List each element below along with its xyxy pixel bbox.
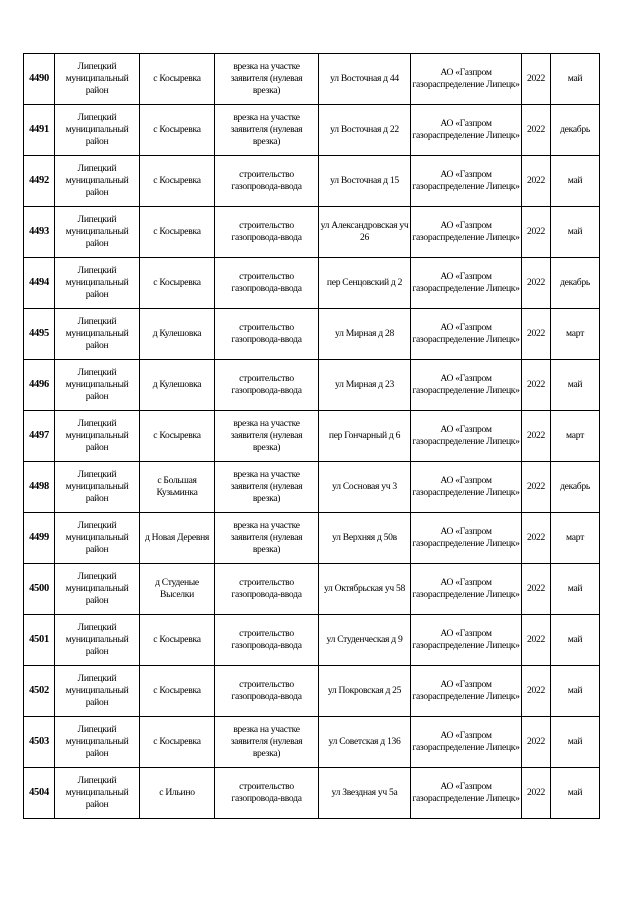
- month-cell: декабрь: [551, 105, 600, 156]
- table-row: [24, 666, 600, 717]
- settlement-cell: д Студеные Выселки: [140, 564, 215, 615]
- work-type-cell: строительство газопровода-ввода: [215, 360, 319, 411]
- organization-cell: АО «Газпром газораспределение Липецк»: [411, 411, 522, 462]
- address-cell: ул Октябрьская уч 58: [319, 564, 411, 615]
- district-cell: Липецкий муниципальный район: [55, 768, 140, 819]
- month-cell: март: [551, 309, 600, 360]
- district-cell: Липецкий муниципальный район: [55, 54, 140, 105]
- district-cell: Липецкий муниципальный район: [55, 513, 140, 564]
- year-cell: 2022: [522, 768, 551, 819]
- address-cell: ул Восточная д 44: [319, 54, 411, 105]
- organization-cell: АО «Газпром газораспределение Липецк»: [411, 462, 522, 513]
- year-cell: 2022: [522, 105, 551, 156]
- district-cell: Липецкий муниципальный район: [55, 717, 140, 768]
- district-cell: Липецкий муниципальный район: [55, 462, 140, 513]
- year-cell: 2022: [522, 666, 551, 717]
- work-type-cell: строительство газопровода-ввода: [215, 615, 319, 666]
- row-number: 4490: [24, 54, 55, 105]
- month-cell: март: [551, 513, 600, 564]
- work-type-cell: врезка на участке заявителя (нулевая врезка): [215, 717, 319, 768]
- work-type-cell: строительство газопровода-ввода: [215, 309, 319, 360]
- month-cell: май: [551, 615, 600, 666]
- month-cell: май: [551, 564, 600, 615]
- year-cell: 2022: [522, 615, 551, 666]
- month-cell: май: [551, 156, 600, 207]
- row-number: 4503: [24, 717, 55, 768]
- table-row: [24, 717, 600, 768]
- address-cell: ул Верхняя д 50в: [319, 513, 411, 564]
- district-cell: Липецкий муниципальный район: [55, 156, 140, 207]
- row-number: 4499: [24, 513, 55, 564]
- month-cell: март: [551, 411, 600, 462]
- work-type-cell: строительство газопровода-ввода: [215, 666, 319, 717]
- year-cell: 2022: [522, 309, 551, 360]
- work-type-cell: врезка на участке заявителя (нулевая врезка): [215, 462, 319, 513]
- settlement-cell: с Косыревка: [140, 411, 215, 462]
- district-cell: Липецкий муниципальный район: [55, 258, 140, 309]
- organization-cell: АО «Газпром газораспределение Липецк»: [411, 564, 522, 615]
- district-cell: Липецкий муниципальный район: [55, 309, 140, 360]
- year-cell: 2022: [522, 207, 551, 258]
- row-number: 4497: [24, 411, 55, 462]
- table-row: [24, 615, 600, 666]
- table-row: [24, 768, 600, 819]
- organization-cell: АО «Газпром газораспределение Липецк»: [411, 156, 522, 207]
- settlement-cell: с Косыревка: [140, 156, 215, 207]
- work-type-cell: врезка на участке заявителя (нулевая врезка): [215, 411, 319, 462]
- table-row: [24, 309, 600, 360]
- row-number: 4491: [24, 105, 55, 156]
- year-cell: 2022: [522, 156, 551, 207]
- row-number: 4502: [24, 666, 55, 717]
- work-type-cell: строительство газопровода-ввода: [215, 207, 319, 258]
- address-cell: ул Восточная д 15: [319, 156, 411, 207]
- address-cell: ул Советская д 136: [319, 717, 411, 768]
- organization-cell: АО «Газпром газораспределение Липецк»: [411, 768, 522, 819]
- month-cell: май: [551, 360, 600, 411]
- row-number: 4494: [24, 258, 55, 309]
- settlement-cell: д Новая Деревня: [140, 513, 215, 564]
- settlement-cell: д Кулешовка: [140, 360, 215, 411]
- table-row: [24, 411, 600, 462]
- work-type-cell: строительство газопровода-ввода: [215, 258, 319, 309]
- month-cell: май: [551, 666, 600, 717]
- row-number: 4492: [24, 156, 55, 207]
- settlement-cell: д Кулешовка: [140, 309, 215, 360]
- year-cell: 2022: [522, 513, 551, 564]
- address-cell: ул Мирная д 23: [319, 360, 411, 411]
- settlement-cell: с Большая Кузьминка: [140, 462, 215, 513]
- settlement-cell: с Косыревка: [140, 258, 215, 309]
- address-cell: ул Звездная уч 5а: [319, 768, 411, 819]
- settlement-cell: с Косыревка: [140, 717, 215, 768]
- organization-cell: АО «Газпром газораспределение Липецк»: [411, 513, 522, 564]
- gasification-table: [23, 53, 600, 819]
- row-number: 4504: [24, 768, 55, 819]
- row-number: 4498: [24, 462, 55, 513]
- organization-cell: АО «Газпром газораспределение Липецк»: [411, 54, 522, 105]
- settlement-cell: с Косыревка: [140, 207, 215, 258]
- year-cell: 2022: [522, 258, 551, 309]
- work-type-cell: врезка на участке заявителя (нулевая врезка): [215, 513, 319, 564]
- settlement-cell: с Косыревка: [140, 666, 215, 717]
- work-type-cell: строительство газопровода-ввода: [215, 564, 319, 615]
- table-row: [24, 462, 600, 513]
- organization-cell: АО «Газпром газораспределение Липецк»: [411, 207, 522, 258]
- month-cell: май: [551, 207, 600, 258]
- organization-cell: АО «Газпром газораспределение Липецк»: [411, 717, 522, 768]
- organization-cell: АО «Газпром газораспределение Липецк»: [411, 105, 522, 156]
- work-type-cell: врезка на участке заявителя (нулевая врезка): [215, 54, 319, 105]
- month-cell: декабрь: [551, 258, 600, 309]
- table-row: [24, 105, 600, 156]
- settlement-cell: с Косыревка: [140, 105, 215, 156]
- month-cell: декабрь: [551, 462, 600, 513]
- district-cell: Липецкий муниципальный район: [55, 360, 140, 411]
- table-row: [24, 513, 600, 564]
- address-cell: пер Сенцовский д 2: [319, 258, 411, 309]
- year-cell: 2022: [522, 717, 551, 768]
- address-cell: ул Студенческая д 9: [319, 615, 411, 666]
- organization-cell: АО «Газпром газораспределение Липецк»: [411, 666, 522, 717]
- organization-cell: АО «Газпром газораспределение Липецк»: [411, 258, 522, 309]
- year-cell: 2022: [522, 360, 551, 411]
- address-cell: ул Восточная д 22: [319, 105, 411, 156]
- year-cell: 2022: [522, 411, 551, 462]
- address-cell: ул Александровская уч 26: [319, 207, 411, 258]
- table-body: [24, 54, 600, 819]
- settlement-cell: с Косыревка: [140, 615, 215, 666]
- row-number: 4495: [24, 309, 55, 360]
- work-type-cell: строительство газопровода-ввода: [215, 156, 319, 207]
- month-cell: май: [551, 768, 600, 819]
- table-row: [24, 564, 600, 615]
- table-row: [24, 258, 600, 309]
- year-cell: 2022: [522, 54, 551, 105]
- district-cell: Липецкий муниципальный район: [55, 666, 140, 717]
- year-cell: 2022: [522, 462, 551, 513]
- organization-cell: АО «Газпром газораспределение Липецк»: [411, 309, 522, 360]
- table-row: [24, 207, 600, 258]
- district-cell: Липецкий муниципальный район: [55, 564, 140, 615]
- address-cell: пер Гончарный д 6: [319, 411, 411, 462]
- work-type-cell: строительство газопровода-ввода: [215, 768, 319, 819]
- document-page: [23, 53, 599, 819]
- organization-cell: АО «Газпром газораспределение Липецк»: [411, 360, 522, 411]
- district-cell: Липецкий муниципальный район: [55, 615, 140, 666]
- row-number: 4500: [24, 564, 55, 615]
- row-number: 4493: [24, 207, 55, 258]
- organization-cell: АО «Газпром газораспределение Липецк»: [411, 615, 522, 666]
- row-number: 4496: [24, 360, 55, 411]
- year-cell: 2022: [522, 564, 551, 615]
- district-cell: Липецкий муниципальный район: [55, 207, 140, 258]
- table-row: [24, 54, 600, 105]
- address-cell: ул Покровская д 25: [319, 666, 411, 717]
- table-row: [24, 156, 600, 207]
- address-cell: ул Мирная д 28: [319, 309, 411, 360]
- month-cell: май: [551, 717, 600, 768]
- address-cell: ул Сосновая уч 3: [319, 462, 411, 513]
- settlement-cell: с Косыревка: [140, 54, 215, 105]
- settlement-cell: с Ильино: [140, 768, 215, 819]
- district-cell: Липецкий муниципальный район: [55, 411, 140, 462]
- table-row: [24, 360, 600, 411]
- district-cell: Липецкий муниципальный район: [55, 105, 140, 156]
- month-cell: май: [551, 54, 600, 105]
- work-type-cell: врезка на участке заявителя (нулевая врезка): [215, 105, 319, 156]
- row-number: 4501: [24, 615, 55, 666]
